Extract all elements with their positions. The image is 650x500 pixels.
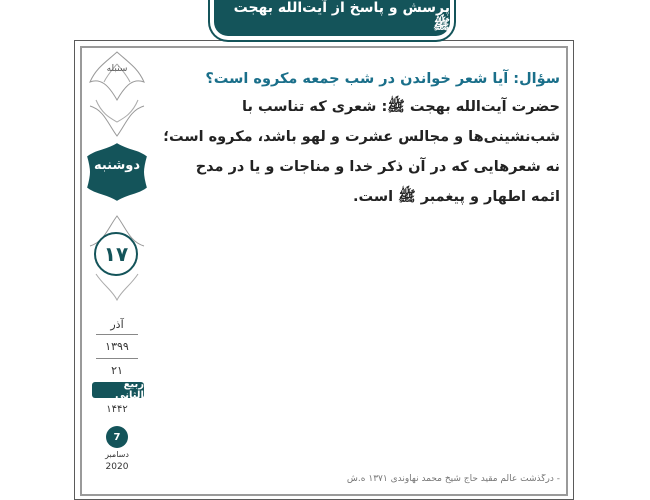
hijri-month-box: [92, 379, 144, 401]
solar-month: آذر: [110, 318, 124, 331]
hijri-day: ۲۱: [111, 364, 123, 377]
gregorian-day-circle: [106, 426, 128, 448]
gregorian-month: دسامبر: [105, 450, 129, 459]
month-label: سنبله: [106, 64, 128, 74]
header-title: پرسش و پاسخ از آیت‌الله بهجت ﷺ: [233, 0, 450, 33]
answer-lead: حضرت آیت‌الله بهجت ﷺ:: [376, 99, 560, 115]
divider: [96, 358, 138, 359]
floral-ornament-bottom-icon: [86, 270, 148, 310]
answer-text: [162, 92, 560, 212]
day-number: ۱۷: [103, 242, 129, 266]
hijri-month: ربیع الثانی: [115, 379, 144, 401]
gregorian-day: 7: [113, 431, 121, 443]
answer-body: شعری که تناسب با شب‌نشینی‌ها و مجالس عشرت و لهو باشد، مکروه است؛ نه شعرهایی که در آن ذکر خدا و مناجات و یا در مدح ائمه اطهار و پیغمبر ﷺ است.: [163, 99, 560, 205]
divider: [96, 334, 138, 335]
content-area: [162, 66, 560, 212]
solar-year: ۱۳۹۹: [105, 340, 129, 353]
gregorian-year: 2020: [105, 462, 129, 472]
header-tab: [214, 0, 450, 36]
weekday-label: دوشنبه: [93, 158, 141, 173]
hijri-year: ۱۴۴۲: [106, 404, 128, 415]
question-text: سؤال: آیا شعر خواندن در شب جمعه مکروه است؟: [205, 71, 560, 87]
footer-note: - درگذشت عالم مقید حاج شیخ محمد نهاوندی ۱۳۷۱ ه.ش: [346, 474, 560, 484]
